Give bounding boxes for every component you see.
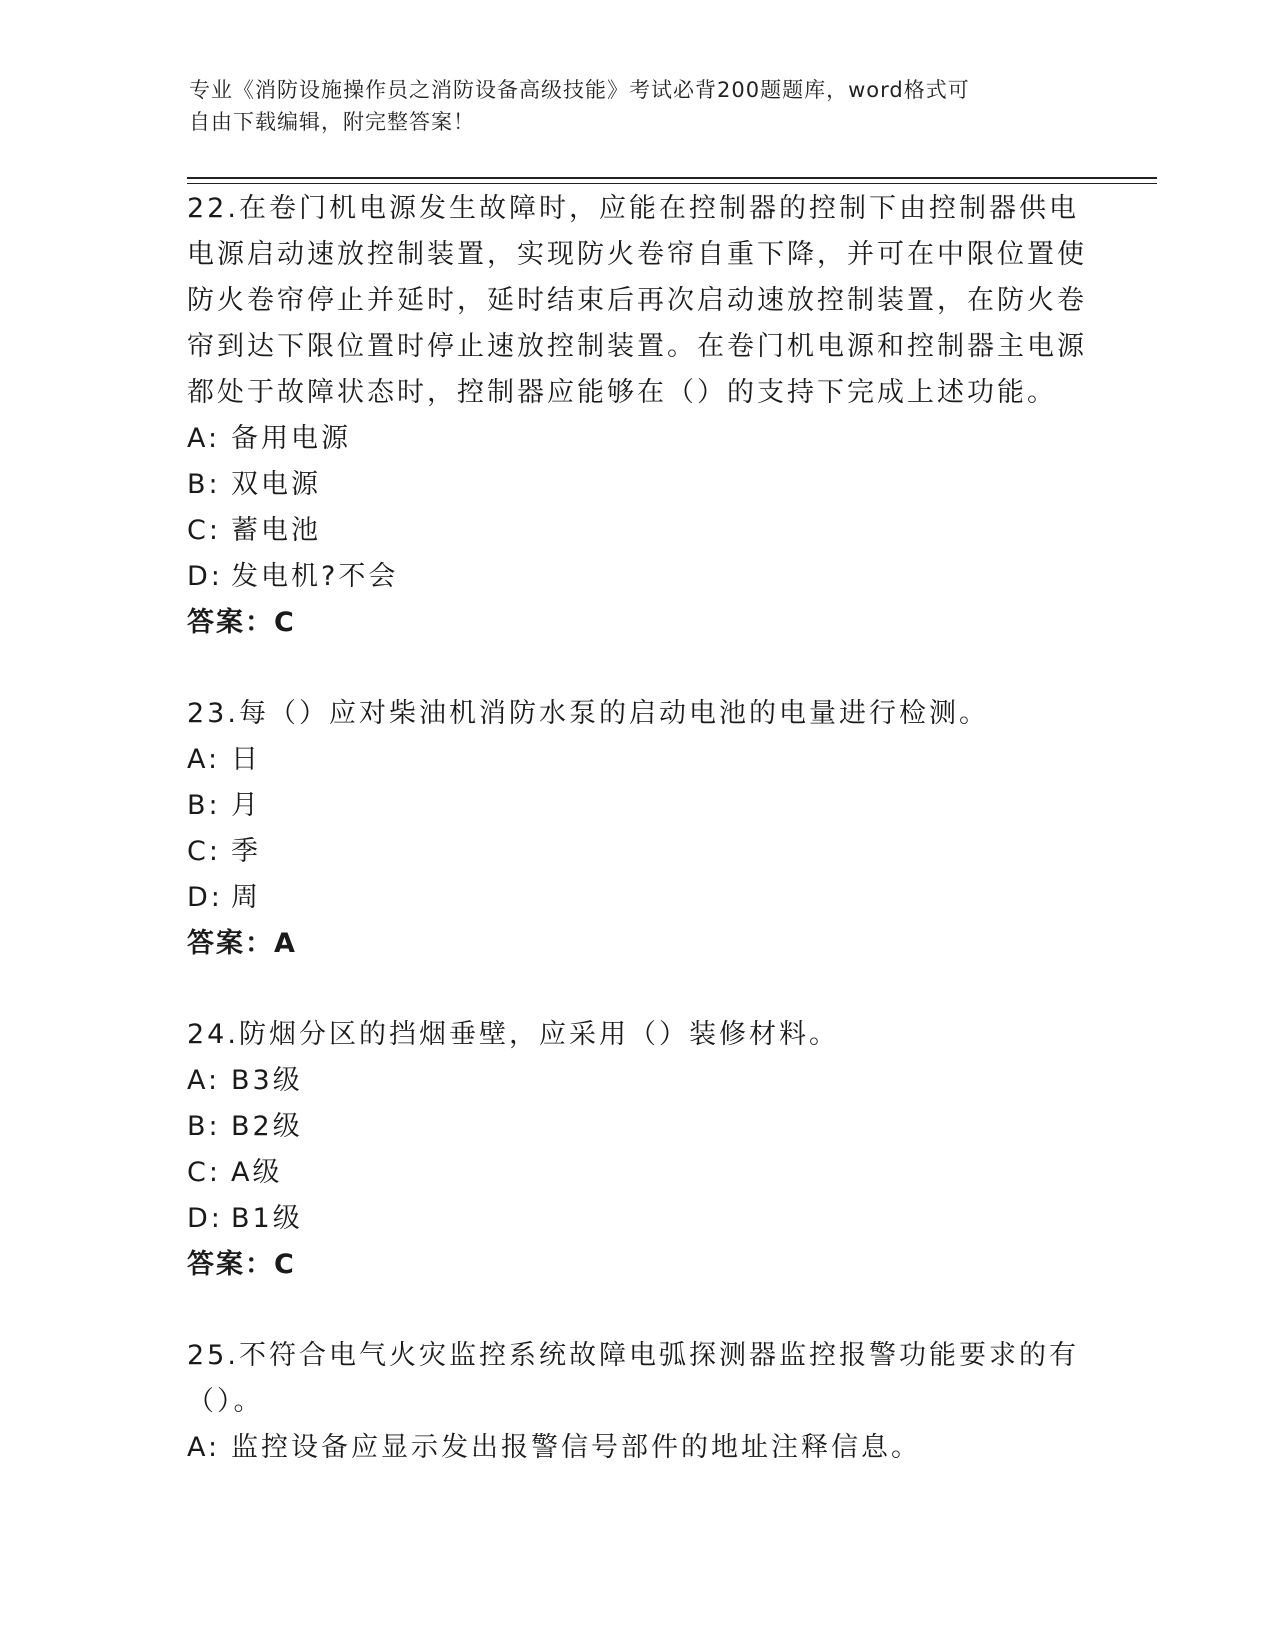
option-text: 备用电源 [231,423,351,454]
header-divider-thick [187,177,1157,179]
option-key: A: [187,423,221,454]
question-stem: 22.在卷门机电源发生故障时，应能在控制器的控制下由控制器供电电源启动速放控制装置，实现防火卷帘自重下降，并可在中限位置使防火卷帘停止并延时，延时结束后再次启动速放控制装置，在防火卷帘到达下限位置时停止速放控制装置。在卷门机电源和控制器主电源都处于故障状态时，控制器应能够在（）的支持下完成上述功能。 [187,193,1087,408]
option-key: A: [187,744,221,775]
option-d [187,554,1087,600]
option-key: C: [187,836,221,867]
option-key: B: [187,1111,221,1142]
option-text: B1级 [231,1203,303,1234]
question-23 [187,691,1087,967]
question-25 [187,1333,1087,1471]
question-22 [187,186,1087,646]
option-text: 周 [231,882,261,913]
question-24 [187,1012,1087,1288]
option-text: 监控设备应显示发出报警信号部件的地址注释信息。 [231,1432,921,1463]
option-key: A: [187,1432,221,1463]
answer-line: 答案：C [187,1249,296,1280]
option-text: 蓄电池 [231,515,321,546]
option-c [187,508,1087,554]
option-text: 日 [231,744,261,775]
option-b [187,462,1087,508]
option-text: 双电源 [231,469,321,500]
answer-line: 答案：C [187,607,296,638]
option-key: B: [187,469,221,500]
answer-line: 答案：A [187,928,297,959]
question-stem: 23.每（）应对柴油机消防水泵的启动电池的电量进行检测。 [187,698,989,729]
header-divider-thin [187,183,1157,184]
option-key: C: [187,1157,221,1188]
option-text: A级 [231,1157,283,1188]
question-stem: 25.不符合电气火灾监控系统故障电弧探测器监控报警功能要求的有（）。 [187,1340,1079,1417]
header-line-1: 专业《消防设施操作员之消防设备高级技能》考试必背200题题库，word格式可 [189,78,970,102]
page-header [189,74,1069,138]
option-b [187,783,1087,829]
question-list [187,186,1087,1516]
option-a [187,416,1087,462]
option-key: A: [187,1065,221,1096]
option-key: B: [187,790,221,821]
option-a [187,1425,1087,1471]
option-key: D: [187,1203,223,1234]
option-key: D: [187,882,223,913]
option-d [187,1196,1087,1242]
option-text: B2级 [231,1111,303,1142]
option-a [187,1058,1087,1104]
option-c [187,1150,1087,1196]
option-key: D: [187,561,223,592]
option-b [187,1104,1087,1150]
option-text: 季 [231,836,261,867]
option-key: C: [187,515,221,546]
option-text: 发电机?不会 [231,561,399,592]
header-line-2: 自由下载编辑，附完整答案！ [189,110,475,134]
option-c [187,829,1087,875]
option-d [187,875,1087,921]
option-text: 月 [231,790,261,821]
option-a [187,737,1087,783]
question-stem: 24.防烟分区的挡烟垂壁，应采用（）装修材料。 [187,1019,839,1050]
option-text: B3级 [231,1065,303,1096]
